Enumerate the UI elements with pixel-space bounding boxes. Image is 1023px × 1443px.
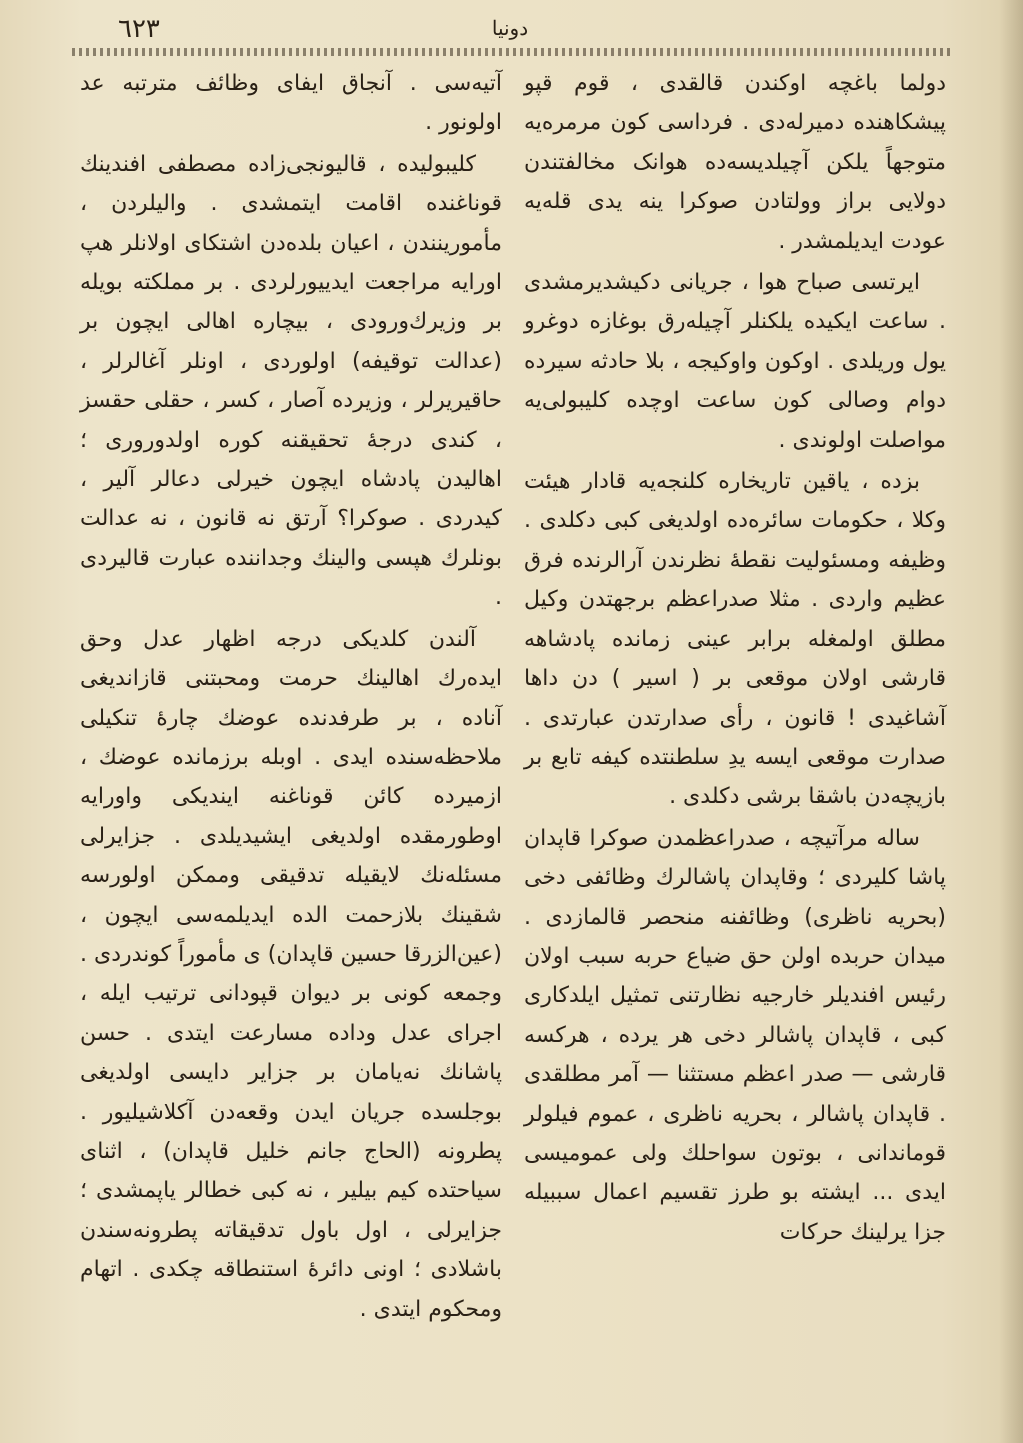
running-title: دونیا xyxy=(491,16,529,40)
page-edge-shadow xyxy=(999,0,1023,1443)
page-number: ٦٢٣ xyxy=(118,14,160,44)
paragraph: دولما باغچه اوکندن قالقدی ، قوم قپو پیشکاهنده دمیرله‌دی . فرداسی کون مرمره‌یه متوجهاً یلکن آچیلدیسه‌ده هوانک مخالفتندن دولایی براز وولتادن صوکرا ینه یدی قله‌یه عودت ایدیلمشدر . xyxy=(524,71,946,254)
paragraph: کلیبولیده ، قالیونجی‌زاده مصطفی افندینك قوناغنده اقامت ایتمشدی . والیلردن ، مأمورینندن ، اعیان بلده‌دن اشتکای اولانلر هپ اورایه مراجعت ایدییورلردی . بر مملکته بویله بر وزیرك‌ورودی ، بیچاره اهالی ایچون بر (عدالت توقیفه) اولوردی ، اونلر آغالرلر ، حاقیریرلر ، وزیرده آصار ، کسر ، حقلی حقسز ، کندی درجهٔ تحقیقنه کوره اولدوروری ؛ اهالیدن پادشاه ایچون خیرلی دعالر آلیر ، کیدردی . صوکرا؟ آرتق نه قانون ، نه عدالت بونلرك هپسی والینك وجداننده عبارت قالیردی . xyxy=(80,151,502,611)
paragraph: آتیه‌سی . آنجاق ایفای وظائف مترتبه عد اولونور . xyxy=(80,71,502,136)
paragraph: ایرتسی صباح هوا ، جریانی دکیشدیرمشدی . ساعت ایکیده یلکنلر آچیله‌رق بوغازه دوغرو یول وریلدی . اوکون واوکیجه ، بلا حادثه سیرده دوام وصالی کون ساعت اوچده کلیبولی‌یه مواصلت اولوندی . xyxy=(524,270,946,453)
text-column-left xyxy=(80,64,502,1329)
text-column-right xyxy=(524,64,946,1252)
paragraph: ساله مرآتیچه ، صدراعظمدن صوکرا قاپدان پاشا کلیردی ؛ وقاپدان پاشالرك وظائفی دخی (بحریه ناظری) وظائفنه منحصر قالمازدی . میدان حربده اولن حق ضیاع حربه سبب اولان رئیس افندیلر خارجیه نظارتنی تمثیل ایلدکاری کبی ، قاپدان پاشالر دخی هر یرده ، هرکسه قارشی — صدر اعظم مستثنا — آمر مطلقدی . قاپدان پاشالر ، بحریه ناظری ، عموم فیلولر قوماندانی ، بوتون سواحلك ولی عمومیسی ایدی ... ایشته بو طرز تقسیم اعمال سببیله جزا یرلینك حرکات xyxy=(524,825,946,1245)
paragraph: بزده ، یاقین تاریخاره کلنجه‌یه قادار هیئت وکلا ، حکومات سائره‌ده اولدیغی کبی دکلدی . وظیفه ومسئولیت نقطهٔ نظرندن آرالرنده فرق عظیم واردی . مثلا صدراعظم برجهتدن وکیل مطلق اولمغله برابر عینی زمانده پادشاهه قارشی اولان موقعی بر ( اسیر ) دن داها آشاغیدی ! قانون ، رأی صدارتدن عبارتدی . صدارت موقعی ایسه یدِ سلطنتده کیفه تابع بر بازیچه‌دن باشقا برشی دکلدی . xyxy=(524,469,946,810)
header-rule xyxy=(72,48,952,56)
paragraph: آلندن کلدیکی درجه اظهار عدل وحق ایده‌رك اهالینك حرمت ومحبتنی قازاندیغی آناده ، بر طرفدنده عوضك چارهٔ تنکیلی ملاحظه‌سنده ایدی . اوبله برزمانده عوضك ، ازمیرده کائن قوناغنه ایندیکی واورایه اوطورمقده اولدیغی ایشیدیلدی . جزایرلی مسئله‌نك لایقیله تدقیقی وممکن اولورسه شقینك بلازحمت الده ایدیلمه‌سی ایچون ، (عین‌الزرقا حسین قاپدان) ی مأموراً کوندردی . وجمعه کونی بر دیوان قپودانی ترتیب ایله ، اجرای عدل وداده مسارعت ایتدی . حسن پاشانك نه‌یامان بر جزایر دایسی اولدیغی بوجلسده جریان ایدن وقعه‌دن آکلاشیلیور . پطرونه (الحاج جانم خلیل قاپدان) ، اثنای سیاحتده کیم بیلیر ، نه کبی خطالر یاپمشدی ؛ جزایرلی ، اول باول تدقیقاته پطرونه‌سندن باشلادی ؛ اونی دائرهٔ استنطاقه چکدی . اتهام ومحکوم ایتدی . xyxy=(80,626,502,1322)
